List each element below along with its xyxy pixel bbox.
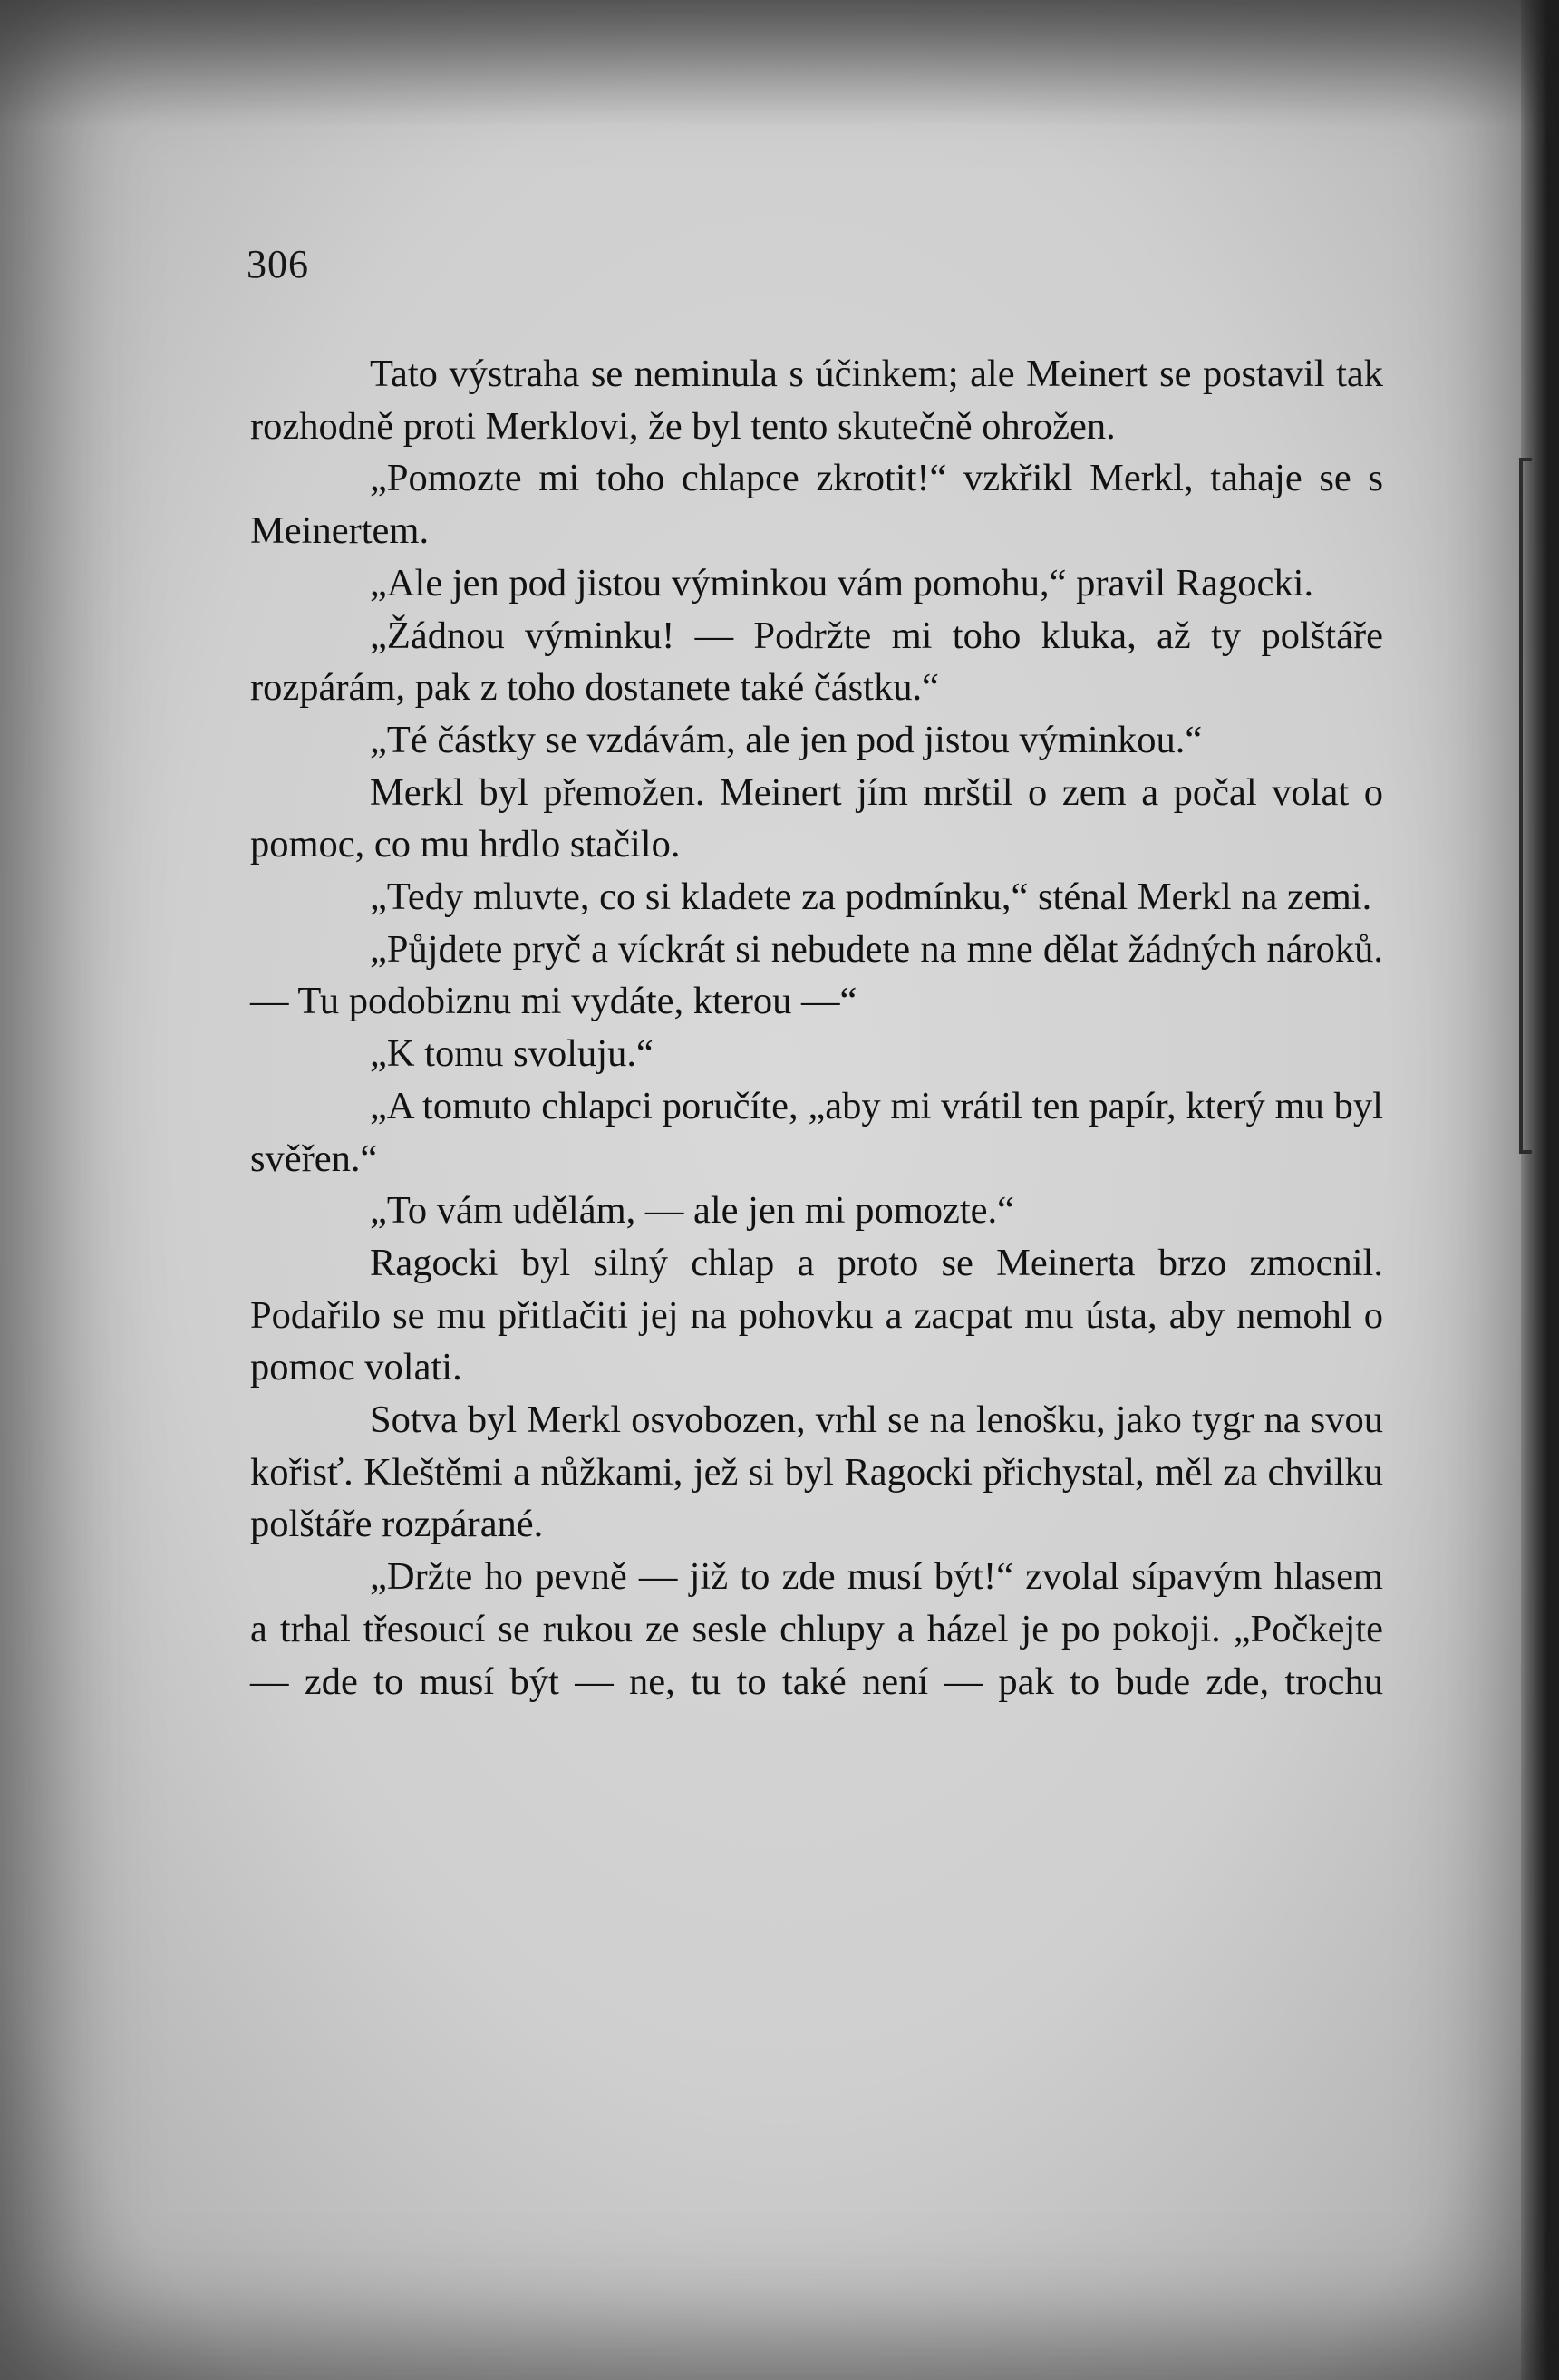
scan-right-edge	[1521, 0, 1559, 2380]
paragraph: „To vám udělám, — ale jen mi pomozte.“	[370, 1189, 1015, 1233]
page-number: 306	[247, 242, 309, 286]
scan-edge-bracket	[1519, 458, 1532, 1154]
paragraph: „Té částky se vzdávám, ale jen pod jistou výminkou.“	[370, 718, 1203, 761]
paragraph: Merkl byl přemožen. Meinert jím mrštil o zem a počal volat o pomoc, co mu hrdlo stačilo.	[250, 770, 1383, 866]
paragraph: Tato výstraha se neminula s účinkem; ale Meinert se postavil tak rozhodně proti Merklovi, že byl tento skutečně ohrožen.	[250, 353, 1383, 448]
paragraph: „Tedy mluvte, co si kladete za podmínku,“ sténal Merkl na zemi.	[370, 876, 1372, 919]
paragraph: „A tomuto chlapci poručíte, „aby mi vrátil ten papír, který mu byl svěřen.“	[250, 1084, 1383, 1180]
body-text	[250, 348, 1383, 1708]
paragraph: „Ale jen pod jistou výminkou vám pomohu,“ pravil Ragocki.	[370, 561, 1314, 605]
paragraph: Sotva byl Merkl osvobozen, vrhl se na lenošku, jako tygr na svou kořisť. Kleštěmi a nůžkami, jež si byl Ragocki přichystal, měl za chvilku polštáře rozpárané.	[250, 1398, 1383, 1546]
paragraph: „K tomu svoluju.“	[370, 1032, 654, 1076]
paragraph: „Držte ho pevně — již to zde musí být!“ zvolal sípavým hlasem a trhal třesoucí se rukou ze sesle chlupy a házel je po pokoji. „Počkejte — zde to musí být — ne, tu to také není — pak to bude zde, trochu	[250, 1555, 1383, 1703]
paragraph: „Žádnou výminku! — Podržte mi toho kluka, až ty polštáře rozpárám, pak z toho dostanete také částku.“	[250, 614, 1383, 710]
paragraph: „Půjdete pryč a víckrát si nebudete na mne dělat žádných nároků. — Tu podobiznu mi vydáte, kterou —“	[250, 927, 1383, 1023]
scan-shadow-top	[0, 0, 1559, 127]
paragraph: „Pomozte mi toho chlapce zkrotit!“ vzkřikl Merkl, tahaje se s Meinertem.	[250, 457, 1383, 553]
paragraph: Ragocki byl silný chlap a proto se Meinerta brzo zmocnil. Podařilo se mu přitlačiti jej na pohovku a zacpat mu ústa, aby nemohl o pomoc volati.	[250, 1241, 1383, 1389]
